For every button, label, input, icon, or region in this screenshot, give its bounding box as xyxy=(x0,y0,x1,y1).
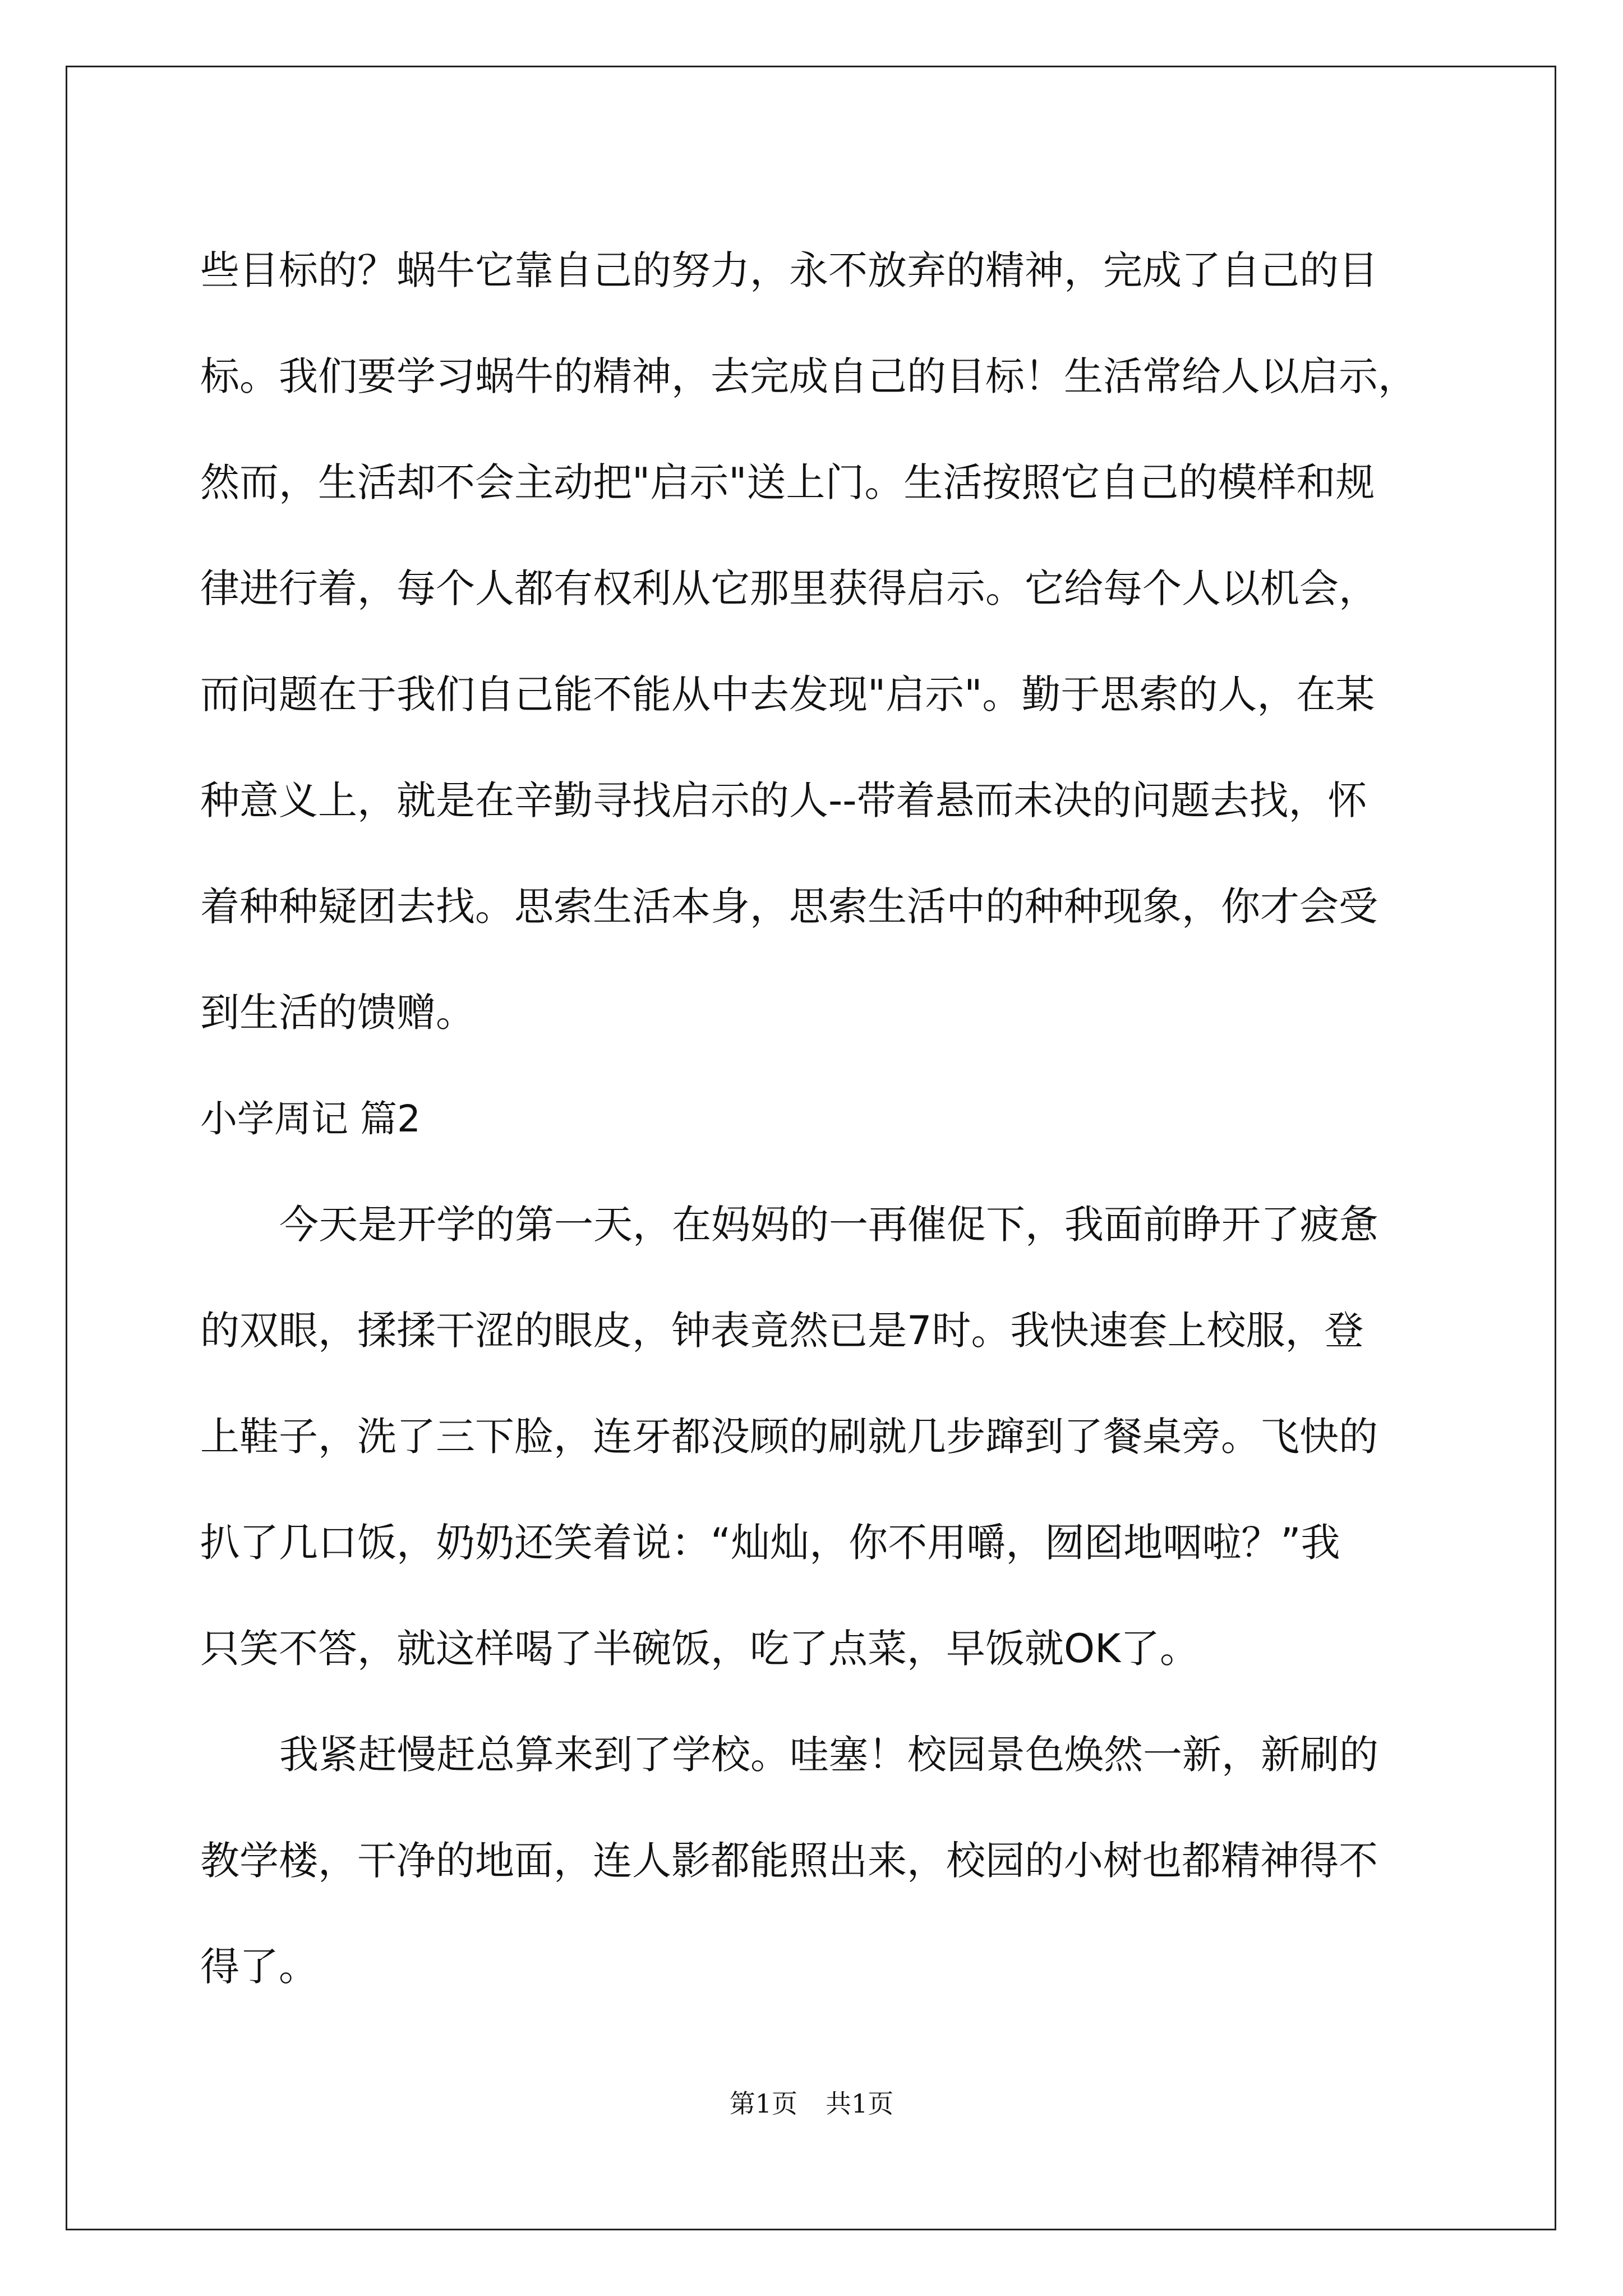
page-total: 共1页 xyxy=(826,2088,894,2119)
text-line: 种意义上，就是在辛勤寻找启示的人--带着悬而未决的问题去找，怀 xyxy=(200,777,1367,823)
document-body xyxy=(200,218,1428,2020)
paragraph-first-line: 今天是开学的第一天，在妈妈的一再催促下，我面前睁开了疲惫 xyxy=(279,1202,1378,1248)
text-line: 的双眼，揉揉干涩的眼皮，钟表竟然已是7时。我快速套上校服，登 xyxy=(200,1308,1364,1354)
text-line: 只笑不答，就这样喝了半碗饭，吃了点菜，早饭就OK了。 xyxy=(200,1626,1199,1672)
paragraph-first-line: 我紧赶慢赶总算来到了学校。哇塞！校园景色焕然一新，新刷的 xyxy=(279,1732,1378,1778)
text-line: 标。我们要学习蜗牛的精神，去完成自己的目标！生活常给人以启示， xyxy=(200,353,1417,399)
text-line: 到生活的馈赠。 xyxy=(200,990,475,1036)
text-line: 上鞋子，洗了三下脸，连牙都没顾的刷就几步蹿到了餐桌旁。飞快的 xyxy=(200,1414,1378,1460)
text-line: 而问题在于我们自己能不能从中去发现"启示"。勤于思索的人，在某 xyxy=(200,671,1375,717)
text-line: 然而，生活却不会主动把"启示"送上门。生活按照它自己的模样和规 xyxy=(200,459,1375,505)
text-line: 教学楼，干净的地面，连人影都能照出来，校园的小树也都精神得不 xyxy=(200,1838,1378,1884)
text-line: 些目标的？蜗牛它靠自己的努力，永不放弃的精神，完成了自己的目 xyxy=(200,247,1378,293)
text-line: 得了。 xyxy=(200,1944,318,1990)
text-line: 扒了几口饭，奶奶还笑着说：“灿灿，你不用嚼，囫囵地咽啦？”我 xyxy=(200,1520,1340,1566)
page-footer xyxy=(0,2087,1623,2120)
text-line: 着种种疑团去找。思索生活本身，思索生活中的种种现象，你才会受 xyxy=(200,884,1378,930)
text-line: 律进行着，每个人都有权利从它那里获得启示。它给每个人以机会， xyxy=(200,565,1378,611)
page-number: 第1页 xyxy=(729,2088,797,2119)
section-heading: 小学周记 篇2 xyxy=(200,1097,421,1140)
